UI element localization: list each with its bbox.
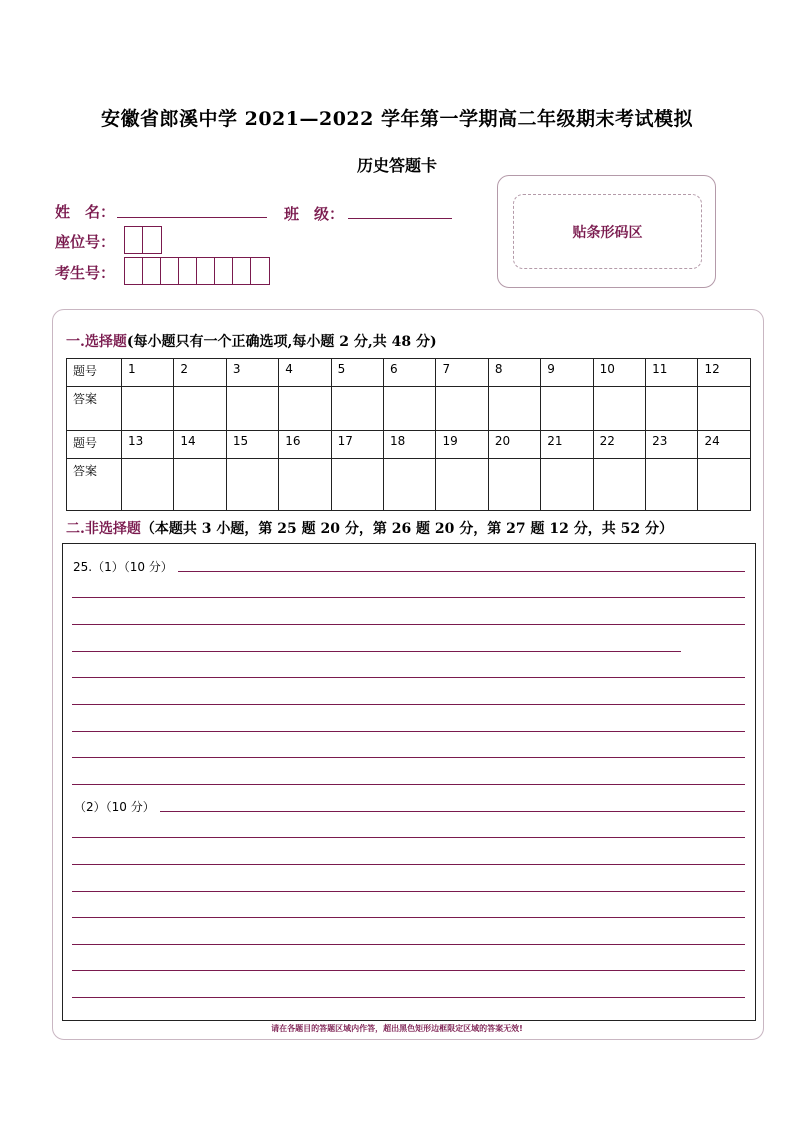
question-number-cell: 11 [646,359,698,387]
row-label: 答案 [67,459,122,511]
barcode-label: 贴条形码区 [572,224,643,241]
name-label: 姓 名： [55,203,116,221]
name-field[interactable] [117,217,267,218]
answer-sheet-title: 历史答题卡 [356,156,437,175]
question-25-part2-label: （2）（10 分） [74,800,155,814]
answer-line[interactable] [72,891,745,892]
question-number-cell: 9 [541,359,593,387]
question-number-cell: 21 [541,431,593,459]
answer-cell[interactable] [331,387,383,431]
answer-cell[interactable] [384,459,436,511]
section2-name: 非选择题 [84,521,141,537]
exam-digit-box[interactable] [161,258,179,284]
answer-cell[interactable] [646,459,698,511]
row-label: 题号 [67,431,122,459]
answer-line[interactable] [72,624,745,625]
question-number-cell: 15 [226,431,278,459]
exam-digit-box[interactable] [215,258,233,284]
answer-line[interactable] [178,571,745,572]
section1-heading [66,331,437,351]
question-25-part1-label: 25.（1）（10 分） [73,560,173,574]
answer-cell[interactable] [488,459,540,511]
seat-digit-box[interactable] [125,227,143,253]
answer-line[interactable] [72,757,745,758]
answer-cell[interactable] [174,459,226,511]
answer-cell[interactable] [226,387,278,431]
section2-heading [66,518,673,538]
answer-cell[interactable] [384,387,436,431]
question-number-cell: 17 [331,431,383,459]
exam-number-label: 考生号： [55,264,116,282]
section2-number: 二. [66,521,85,537]
answer-cell[interactable] [698,459,751,511]
section1-note: (每小题只有一个正确选项,每小题 2 分,共 48 分) [126,334,437,350]
exam-digit-box[interactable] [251,258,269,284]
question-number-cell: 2 [174,359,226,387]
question-number-cell: 14 [174,431,226,459]
row-label: 答案 [67,387,122,431]
answer-line[interactable] [72,784,745,785]
answer-cell[interactable] [331,459,383,511]
exam-number-boxes[interactable] [124,257,270,285]
question-number-cell: 22 [593,431,645,459]
answer-line[interactable] [160,811,745,812]
answer-cell[interactable] [541,459,593,511]
answer-cell[interactable] [541,387,593,431]
question-number-cell: 6 [384,359,436,387]
answer-line[interactable] [72,837,745,838]
section1-name: 选择题 [84,334,127,350]
answer-line[interactable] [72,677,745,678]
question-number-cell: 8 [488,359,540,387]
question-number-cell: 23 [646,431,698,459]
answer-cell[interactable] [488,387,540,431]
answer-cell[interactable] [279,459,331,511]
footer-note: 请在各题目的答题区域内作答，超出黑色矩形边框限定区域的答案无效! [271,1024,523,1033]
row-label: 题号 [67,359,122,387]
question-number-cell: 5 [331,359,383,387]
question-number-cell: 16 [279,431,331,459]
exam-digit-box[interactable] [197,258,215,284]
exam-digit-box[interactable] [233,258,251,284]
answer-row [67,459,751,511]
answer-cell[interactable] [279,387,331,431]
answer-cell[interactable] [646,387,698,431]
answer-cell[interactable] [174,387,226,431]
exam-digit-box[interactable] [125,258,143,284]
answer-line[interactable] [72,997,745,998]
answer-line[interactable] [72,731,745,732]
seat-label: 座位号： [55,233,116,251]
answer-cell[interactable] [698,387,751,431]
exam-title: 安徽省郎溪中学 2021—2022 学年第一学期高二年级期末考试模拟 [101,108,693,130]
question-number-cell: 20 [488,431,540,459]
question-number-cell: 10 [593,359,645,387]
answer-cell[interactable] [122,459,174,511]
question-number-row [67,431,751,459]
class-label: 班 级： [284,205,345,223]
question-number-cell: 13 [122,431,174,459]
multiple-choice-table [66,358,751,511]
answer-row [67,387,751,431]
question-number-cell: 3 [226,359,278,387]
question-number-cell: 19 [436,431,488,459]
question-number-cell: 7 [436,359,488,387]
section1-number: 一. [66,334,85,350]
seat-number-boxes[interactable] [124,226,162,254]
barcode-area [497,175,716,288]
answer-cell[interactable] [593,459,645,511]
answer-line[interactable] [72,864,745,865]
answer-cell[interactable] [593,387,645,431]
answer-line[interactable] [72,944,745,945]
question-number-row [67,359,751,387]
answer-line[interactable] [72,704,745,705]
question-number-cell: 18 [384,431,436,459]
answer-line[interactable] [72,970,745,971]
answer-cell[interactable] [436,459,488,511]
question-number-cell: 1 [122,359,174,387]
question-number-cell: 12 [698,359,751,387]
answer-cell[interactable] [226,459,278,511]
exam-digit-box[interactable] [143,258,161,284]
barcode-placeholder [513,194,702,269]
answer-line[interactable] [72,917,745,918]
seat-digit-box[interactable] [143,227,161,253]
answer-line[interactable] [72,597,745,598]
exam-digit-box[interactable] [179,258,197,284]
section2-note: （本题共 3 小题，第 25 题 20 分，第 26 题 20 分，第 27 题 12 分，共 52 分） [140,521,673,537]
free-response-box[interactable] [62,543,756,1021]
question-number-cell: 4 [279,359,331,387]
answer-line[interactable] [72,651,681,652]
question-number-cell: 24 [698,431,751,459]
answer-cell[interactable] [122,387,174,431]
class-field[interactable] [348,218,452,219]
answer-cell[interactable] [436,387,488,431]
